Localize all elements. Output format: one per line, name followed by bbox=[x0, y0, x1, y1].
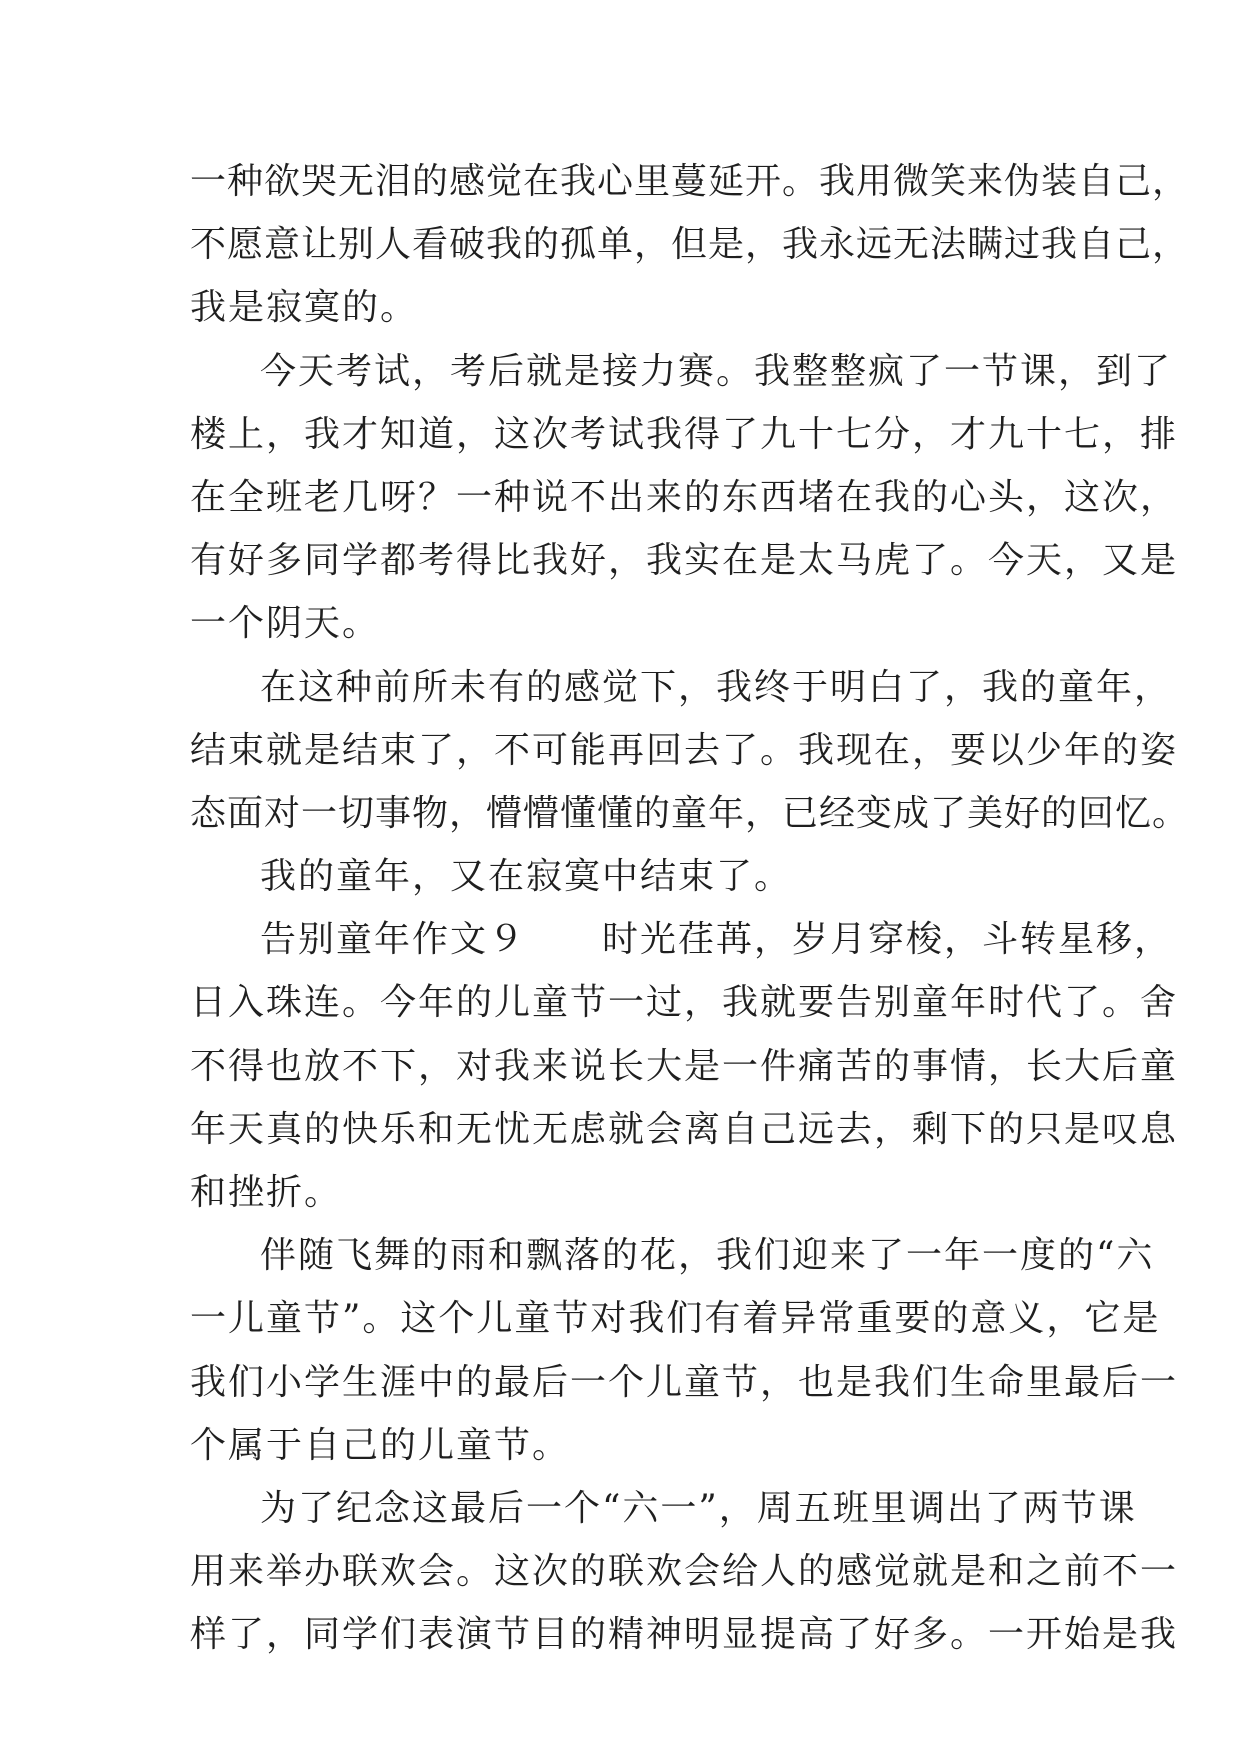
text-line: 态面对一切事物，懵懵懂懂的童年，已经变成了美好的回忆。 bbox=[190, 792, 1190, 834]
text-line: 在全班老几呀？一种说不出来的东西堵在我的心头，这次， bbox=[190, 476, 1179, 518]
text-line: 楼上，我才知道，这次考试我得了九十七分，才九十七，排 bbox=[190, 413, 1179, 455]
document-body bbox=[190, 150, 1190, 1667]
section-heading-line: 告别童年作文９ 时光荏苒，岁月穿梭，斗转星移， bbox=[260, 919, 1173, 961]
text-line: 不愿意让别人看破我的孤单，但是，我永远无法瞒过我自己， bbox=[190, 224, 1190, 266]
paragraph-start-line: 在这种前所未有的感觉下，我终于明白了，我的童年， bbox=[260, 666, 1173, 708]
text-line: 一个阴天。 bbox=[190, 603, 381, 645]
text-line: 一儿童节”。这个儿童节对我们有着异常重要的意义，它是 bbox=[190, 1298, 1161, 1340]
text-line: 日入珠连。今年的儿童节一过，我就要告别童年时代了。舍 bbox=[190, 982, 1179, 1024]
text-line: 我是寂寞的。 bbox=[190, 287, 419, 329]
text-line: 结束就是结束了，不可能再回去了。我现在，要以少年的姿 bbox=[190, 729, 1179, 771]
text-line: 年天真的快乐和无忧无虑就会离自己远去，剩下的只是叹息 bbox=[190, 1108, 1179, 1150]
paragraph-start-line: 为了纪念这最后一个“六一”，周五班里调出了两节课 bbox=[260, 1487, 1137, 1529]
text-line: 和挫折。 bbox=[190, 1172, 343, 1213]
paragraph-start-line: 今天考试，考后就是接力赛。我整整疯了一节课，到了 bbox=[260, 350, 1173, 392]
text-line: 样了，同学们表演节目的精神明显提高了好多。一开始是我 bbox=[190, 1614, 1179, 1656]
text-line: 用来举办联欢会。这次的联欢会给人的感觉就是和之前不一 bbox=[190, 1551, 1179, 1593]
text-line: 有好多同学都考得比我好，我实在是太马虎了。今天，又是 bbox=[190, 540, 1179, 582]
text-line: 我们小学生涯中的最后一个儿童节，也是我们生命里最后一 bbox=[190, 1361, 1179, 1403]
text-line: 一种欲哭无泪的感觉在我心里蔓延开。我用微笑来伪装自己， bbox=[190, 161, 1190, 202]
paragraph-start-line: 我的童年，又在寂寞中结束了。 bbox=[260, 856, 793, 898]
paragraph-start-line: 伴随飞舞的雨和飘落的花，我们迎来了一年一度的“六 bbox=[260, 1235, 1155, 1277]
text-line: 不得也放不下，对我来说长大是一件痛苦的事情，长大后童 bbox=[190, 1045, 1179, 1087]
text-line: 个属于自己的儿童节。 bbox=[190, 1424, 571, 1466]
